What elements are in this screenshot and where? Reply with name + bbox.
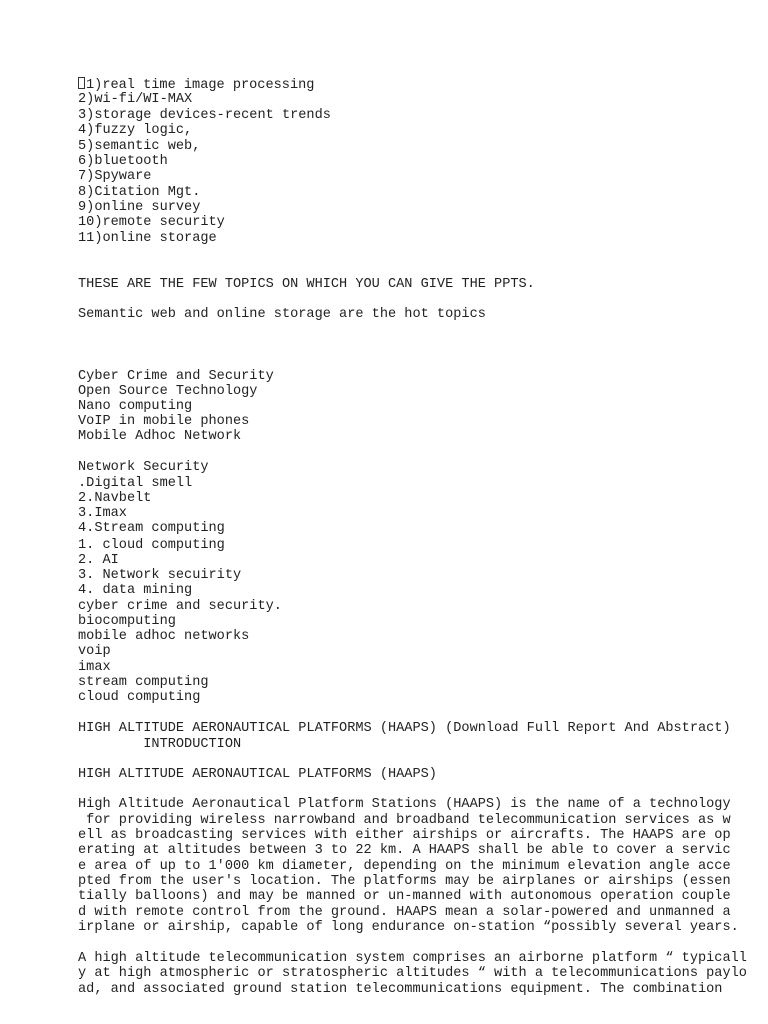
paragraph-line: A high altitude telecommunication system comprises an airborne platform “ typicall bbox=[78, 951, 747, 966]
paragraph-line: tially balloons) and may be manned or un-manned with autonomous operation couple bbox=[78, 889, 731, 904]
section-heading: HIGH ALTITUDE AERONAUTICAL PLATFORMS (HAAPS) (Download Full Report And Abstract) bbox=[78, 721, 731, 736]
paragraph-line: d with remote control from the ground. HAAPS mean a solar-powered and unmanned a bbox=[78, 905, 731, 920]
paragraph-line: ell as broadcasting services with either airships or aircrafts. The HAAPS are op bbox=[78, 828, 731, 843]
list-item: 1)real time image processing bbox=[78, 77, 314, 93]
list-item: 2)wi-fi/WI-MAX bbox=[78, 92, 193, 107]
list-item: Open Source Technology bbox=[78, 384, 258, 399]
list-item: .Digital smell bbox=[78, 476, 193, 491]
list-item: Network Security bbox=[78, 460, 209, 475]
list-item: cloud computing bbox=[78, 690, 201, 705]
hot-topics-note: Semantic web and online storage are the hot topics bbox=[78, 307, 486, 322]
section-heading: HIGH ALTITUDE AERONAUTICAL PLATFORMS (HAAPS) bbox=[78, 767, 437, 782]
list-item: 1. cloud computing bbox=[78, 538, 225, 553]
list-item: 2.Navbelt bbox=[78, 491, 152, 506]
list-item: 8)Citation Mgt. bbox=[78, 185, 201, 200]
list-item: 4.Stream computing bbox=[78, 521, 225, 536]
paragraph-line: e area of up to 1'000 km diameter, depending on the minimum elevation angle acce bbox=[78, 859, 731, 874]
list-item: 2. AI bbox=[78, 553, 119, 568]
list-item: mobile adhoc networks bbox=[78, 629, 250, 644]
paragraph-line: erating at altitudes between 3 to 22 km. A HAAPS shall be able to cover a servic bbox=[78, 843, 731, 858]
topics-note: THESE ARE THE FEW TOPICS ON WHICH YOU CAN GIVE THE PPTS. bbox=[78, 277, 535, 292]
list-item: biocomputing bbox=[78, 614, 176, 629]
list-item: 7)Spyware bbox=[78, 169, 152, 184]
list-item: 4. data mining bbox=[78, 583, 193, 598]
list-item: 10)remote security bbox=[78, 215, 225, 230]
list-item: 4)fuzzy logic, bbox=[78, 123, 193, 138]
list-item: VoIP in mobile phones bbox=[78, 414, 250, 429]
list-item: Cyber Crime and Security bbox=[78, 369, 274, 384]
paragraph-line: y at high atmospheric or stratospheric altitudes “ with a telecommunications paylo bbox=[78, 966, 747, 981]
list-item: 3.Imax bbox=[78, 506, 127, 521]
list-item: 3. Network secuirity bbox=[78, 568, 242, 583]
list-item: 3)storage devices-recent trends bbox=[78, 108, 331, 123]
list-item: stream computing bbox=[78, 675, 209, 690]
section-subheading: INTRODUCTION bbox=[78, 737, 242, 752]
list-item: Nano computing bbox=[78, 399, 193, 414]
list-item: 5)semantic web, bbox=[78, 139, 201, 154]
paragraph-line: ad, and associated ground station telecommunications equipment. The combination bbox=[78, 982, 723, 997]
paragraph-line: High Altitude Aeronautical Platform Stations (HAAPS) is the name of a technology bbox=[78, 797, 731, 812]
paragraph-line: pted from the user's location. The platforms may be airplanes or airships (essen bbox=[78, 874, 731, 889]
list-item: 11)online storage bbox=[78, 231, 217, 246]
paragraph-line: for providing wireless narrowband and broadband telecommunication services as w bbox=[78, 813, 731, 828]
list-item: imax bbox=[78, 660, 111, 675]
list-item: Mobile Adhoc Network bbox=[78, 429, 242, 444]
list-item: cyber crime and security. bbox=[78, 599, 282, 614]
list-item: voip bbox=[78, 644, 111, 659]
missing-glyph-box bbox=[78, 77, 85, 89]
paragraph-line: irplane or airship, capable of long endurance on-station “possibly several years. bbox=[78, 920, 739, 935]
list-item: 9)online survey bbox=[78, 200, 201, 215]
list-item: 6)bluetooth bbox=[78, 154, 168, 169]
